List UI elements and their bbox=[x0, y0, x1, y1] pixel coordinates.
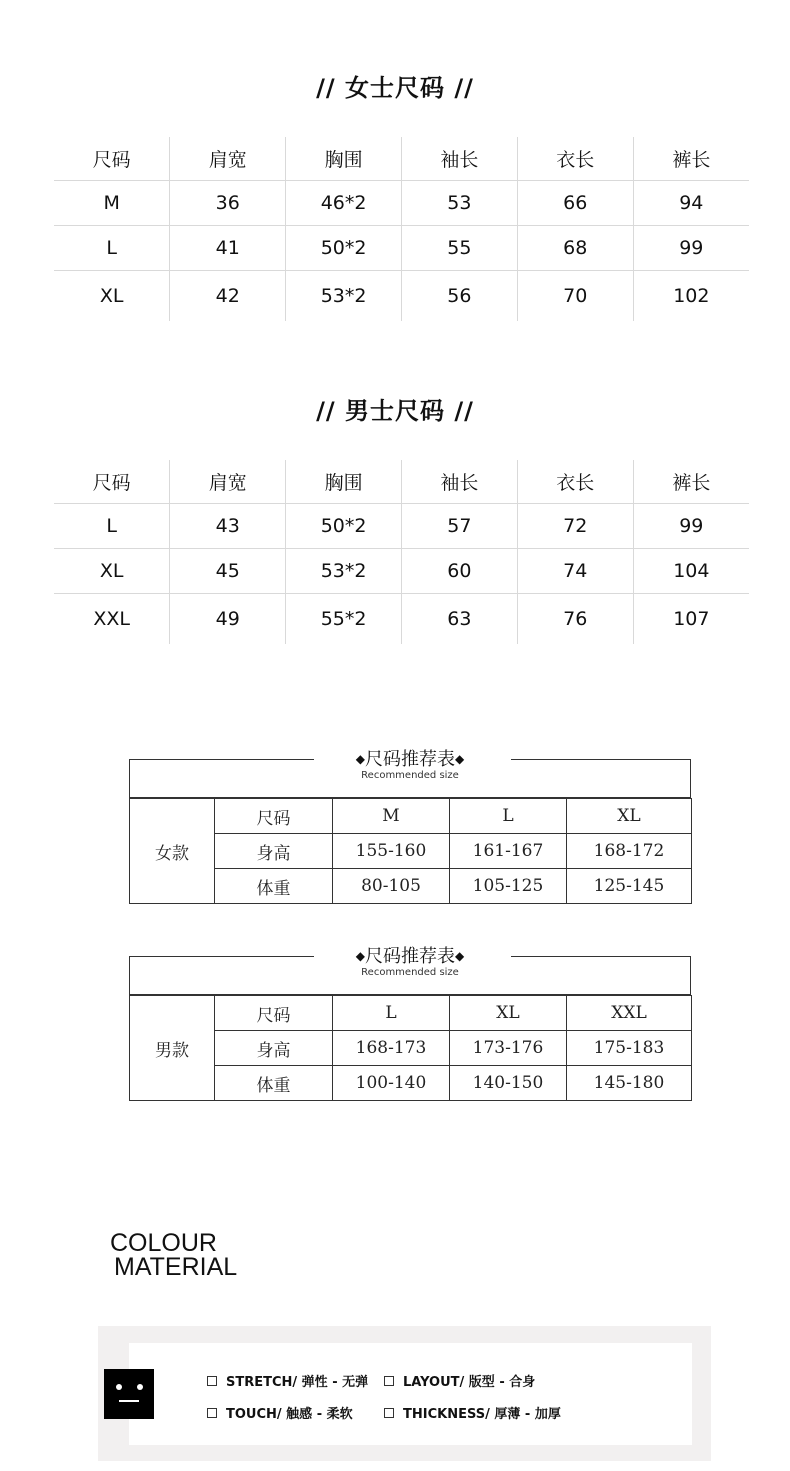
table-cell: 68 bbox=[517, 226, 633, 271]
recommend-header bbox=[129, 946, 691, 995]
table-cell: 55 bbox=[401, 226, 517, 271]
table-header-row bbox=[54, 137, 749, 181]
men-size-table bbox=[54, 460, 749, 644]
attr-label: LAYOUT/ 版型 - 合身 bbox=[403, 1375, 536, 1390]
table-cell: 125-145 bbox=[567, 869, 692, 904]
table-cell: 100-140 bbox=[333, 1066, 450, 1101]
header-sleeve: 袖长 bbox=[401, 137, 517, 181]
header-length: 衣长 bbox=[517, 460, 633, 504]
table-cell: 53*2 bbox=[286, 271, 402, 322]
header-pants: 裤长 bbox=[633, 460, 749, 504]
table-cell: 57 bbox=[401, 504, 517, 549]
women-size-table bbox=[54, 137, 749, 321]
table-cell: XL bbox=[450, 996, 567, 1031]
table-cell: 56 bbox=[401, 271, 517, 322]
table-cell: 105-125 bbox=[450, 869, 567, 904]
table-row bbox=[130, 996, 692, 1031]
material-panel-inner bbox=[129, 1343, 692, 1445]
header-shoulder: 肩宽 bbox=[170, 460, 286, 504]
checkbox-icon bbox=[207, 1408, 217, 1418]
table-row bbox=[130, 1066, 692, 1101]
table-cell: 41 bbox=[170, 226, 286, 271]
row-label: 尺码 bbox=[215, 996, 333, 1031]
header-shoulder: 肩宽 bbox=[170, 137, 286, 181]
recommend-subtitle: Recommended size bbox=[361, 967, 459, 978]
table-cell: 45 bbox=[170, 549, 286, 594]
recommend-title bbox=[130, 749, 690, 770]
title-line-2: MATERIAL bbox=[114, 1253, 238, 1281]
table-cell: 55*2 bbox=[286, 594, 402, 645]
men-size-title: // 男士尺码 // bbox=[316, 397, 474, 425]
women-recommend-block bbox=[129, 749, 691, 904]
table-cell: 63 bbox=[401, 594, 517, 645]
table-row bbox=[54, 271, 749, 322]
attr-touch bbox=[207, 1403, 353, 1422]
table-cell: 145-180 bbox=[567, 1066, 692, 1101]
group-label: 女款 bbox=[130, 799, 215, 904]
recommend-title-text: 尺码推荐表 bbox=[365, 946, 455, 967]
table-cell: M bbox=[333, 799, 450, 834]
recommend-header bbox=[129, 749, 691, 798]
row-label: 身高 bbox=[215, 834, 333, 869]
recommend-subtitle: Recommended size bbox=[361, 770, 459, 781]
table-cell: 99 bbox=[633, 504, 749, 549]
table-cell: 173-176 bbox=[450, 1031, 567, 1066]
table-cell: 70 bbox=[517, 271, 633, 322]
table-cell: XL bbox=[99, 285, 124, 307]
material-panel bbox=[98, 1326, 711, 1461]
header-length: 衣长 bbox=[517, 137, 633, 181]
table-cell: 42 bbox=[170, 271, 286, 322]
group-label: 男款 bbox=[130, 996, 215, 1101]
women-size-title: // 女士尺码 // bbox=[316, 74, 474, 102]
table-cell: 72 bbox=[517, 504, 633, 549]
row-label: 体重 bbox=[215, 869, 333, 904]
table-row bbox=[54, 549, 749, 594]
recommend-title-text: 尺码推荐表 bbox=[365, 749, 455, 770]
table-cell: 107 bbox=[633, 594, 749, 645]
table-cell: 155-160 bbox=[333, 834, 450, 869]
header-pants: 裤长 bbox=[633, 137, 749, 181]
attr-label: STRETCH/ 弹性 - 无弹 bbox=[226, 1375, 369, 1390]
checkbox-icon bbox=[207, 1376, 217, 1386]
attr-layout bbox=[384, 1371, 535, 1390]
header-sleeve: 袖长 bbox=[401, 460, 517, 504]
mouth bbox=[119, 1400, 139, 1402]
table-cell: 43 bbox=[170, 504, 286, 549]
table-cell: XXL bbox=[567, 996, 692, 1031]
diamond-icon: ◆ bbox=[355, 752, 365, 766]
row-label: 体重 bbox=[215, 1066, 333, 1101]
table-row bbox=[130, 834, 692, 869]
colour-material-title bbox=[110, 1231, 237, 1279]
table-cell: XL bbox=[567, 799, 692, 834]
women-recommend-table bbox=[129, 798, 692, 904]
header-size: 尺码 bbox=[54, 137, 170, 181]
eye bbox=[137, 1384, 143, 1390]
header-chest: 胸围 bbox=[286, 137, 402, 181]
table-cell: 168-172 bbox=[567, 834, 692, 869]
table-cell: 76 bbox=[517, 594, 633, 645]
checkbox-icon bbox=[384, 1376, 394, 1386]
row-label: 尺码 bbox=[215, 799, 333, 834]
table-cell: 36 bbox=[170, 181, 286, 226]
table-cell: 102 bbox=[633, 271, 749, 322]
table-header-row bbox=[54, 460, 749, 504]
checkbox-icon bbox=[384, 1408, 394, 1418]
table-cell: 175-183 bbox=[567, 1031, 692, 1066]
diamond-icon: ◆ bbox=[455, 949, 465, 963]
eye bbox=[116, 1384, 122, 1390]
table-cell: 50*2 bbox=[286, 226, 402, 271]
title-line-1: COLOUR bbox=[110, 1229, 217, 1257]
men-recommend-table bbox=[129, 995, 692, 1101]
attr-label: TOUCH/ 触感 - 柔软 bbox=[226, 1407, 353, 1422]
table-cell: L bbox=[54, 226, 170, 271]
row-label: 身高 bbox=[215, 1031, 333, 1066]
face-icon bbox=[104, 1369, 154, 1419]
header-size: 尺码 bbox=[54, 460, 170, 504]
table-cell: 49 bbox=[170, 594, 286, 645]
diamond-icon: ◆ bbox=[355, 949, 365, 963]
table-row bbox=[54, 594, 749, 645]
attr-thickness bbox=[384, 1403, 561, 1422]
table-cell: 66 bbox=[517, 181, 633, 226]
table-cell: 53 bbox=[401, 181, 517, 226]
table-cell: 168-173 bbox=[333, 1031, 450, 1066]
recommend-title bbox=[130, 946, 690, 967]
table-row bbox=[54, 181, 749, 226]
attr-label: THICKNESS/ 厚薄 - 加厚 bbox=[403, 1407, 561, 1422]
table-row bbox=[54, 226, 749, 271]
header-chest: 胸围 bbox=[286, 460, 402, 504]
table-cell: M bbox=[54, 181, 170, 226]
attr-stretch bbox=[207, 1371, 368, 1390]
table-cell: L bbox=[54, 504, 170, 549]
table-cell: 46*2 bbox=[286, 181, 402, 226]
men-recommend-block bbox=[129, 946, 691, 1101]
table-cell: 104 bbox=[633, 549, 749, 594]
table-cell: L bbox=[333, 996, 450, 1031]
table-cell: 80-105 bbox=[333, 869, 450, 904]
table-cell: L bbox=[450, 799, 567, 834]
table-row bbox=[54, 504, 749, 549]
table-cell: XXL bbox=[93, 608, 130, 630]
table-cell: 94 bbox=[633, 181, 749, 226]
table-row bbox=[130, 1031, 692, 1066]
table-cell: 74 bbox=[517, 549, 633, 594]
table-cell: 140-150 bbox=[450, 1066, 567, 1101]
diamond-icon: ◆ bbox=[455, 752, 465, 766]
table-row bbox=[130, 869, 692, 904]
table-cell: 99 bbox=[633, 226, 749, 271]
table-cell: 60 bbox=[401, 549, 517, 594]
table-cell: 53*2 bbox=[286, 549, 402, 594]
table-row bbox=[130, 799, 692, 834]
table-cell: 161-167 bbox=[450, 834, 567, 869]
table-cell: XL bbox=[54, 549, 170, 594]
table-cell: 50*2 bbox=[286, 504, 402, 549]
